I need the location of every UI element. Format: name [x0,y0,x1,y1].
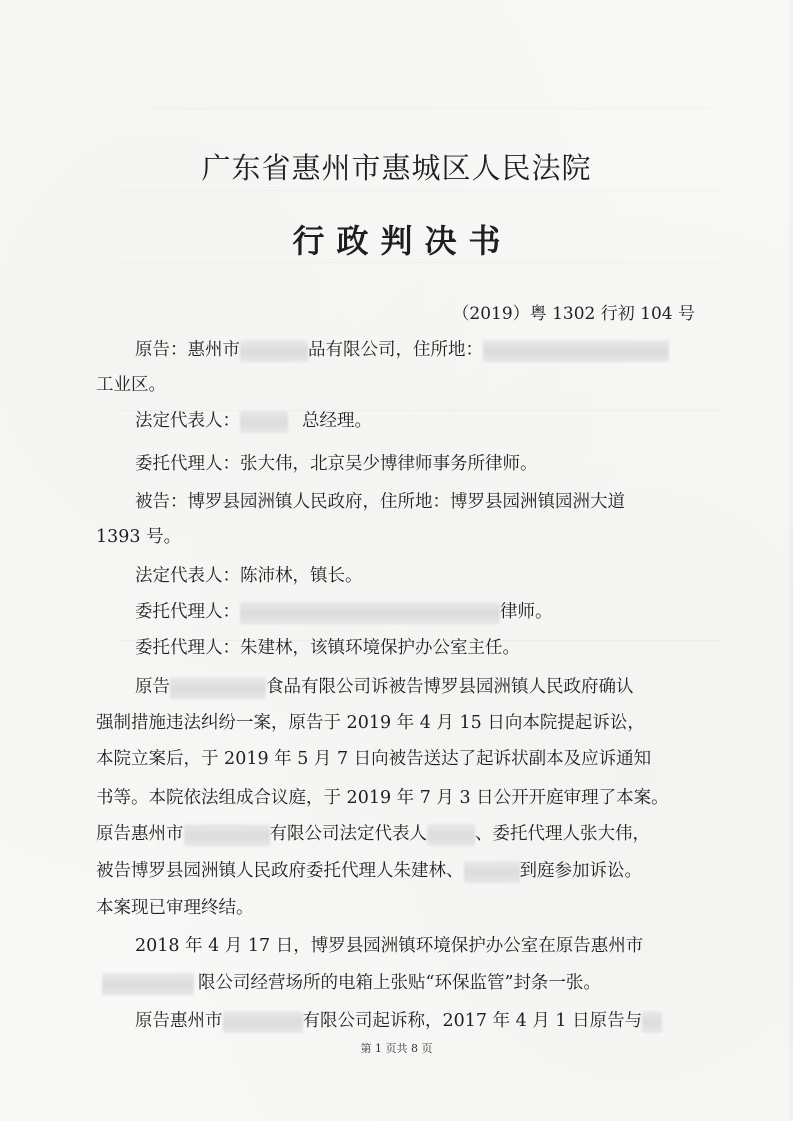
text-span: 原告惠州市 [96,824,184,844]
text-span: 原告 [135,677,170,697]
defendant-agent-1 [135,599,698,625]
redaction [427,824,475,846]
paragraph-1-line: 书等。本院依法组成合议庭，于 2019 年 7 月 3 日公开开庭审理了本案。 [96,788,669,808]
show-through-line [120,262,720,263]
plaintiff-text: 品有限公司，住所地： [308,340,483,360]
paragraph-3-line [135,1008,698,1034]
defendant-agent-2: 委托代理人：朱建林，该镇环境保护办公室主任。 [135,638,520,658]
text-span: 被告博罗县园洲镇人民政府委托代理人朱建林、 [96,861,464,881]
redaction [240,411,288,433]
plaintiff-agent: 委托代理人：张大伟，北京吴少博律师事务所律师。 [135,454,538,474]
document-type-title: 行政判决书 [292,222,513,260]
defendant-agent-title: 律师。 [500,602,553,622]
defendant-agent-label: 委托代理人： [135,602,240,622]
text-span: 有限公司起诉称，2017 年 4 月 1 日原告与 [302,1011,643,1031]
paragraph-2-line: 2018 年 4 月 17 日，博罗县园洲镇环境保护办公室在原告惠州市 [135,936,644,956]
text-span: 食品有限公司诉被告博罗县园洲镇人民政府确认 [266,677,634,697]
redaction [483,340,669,362]
paragraph-1-line [96,821,698,847]
defendant-representative: 法定代表人：陈沛林，镇长。 [135,566,363,586]
defendant-line: 被告：博罗县园洲镇人民政府，住所地：博罗县园洲镇园洲大道 [135,492,625,512]
paragraph-1-line: 强制措施违法纠纷一案，原告于 2019 年 4 月 15 日向本院提起诉讼， [96,713,645,733]
redaction [223,1011,303,1033]
plaintiff-rep-title: 总经理。 [302,411,372,431]
text-span: 到庭参加诉讼。 [519,861,642,881]
page-indicator: 第 1 页共 8 页 [360,1042,433,1055]
show-through-line [150,108,710,109]
redaction [464,861,520,883]
redaction [170,677,266,699]
plaintiff-rep-label: 法定代表人： [135,411,240,431]
paragraph-2-line [96,970,698,996]
plaintiff-line [135,337,698,363]
text-span: 限公司经营场所的电箱上张贴“环保监管”封条一张。 [198,973,601,993]
scan-edge-shadow [787,0,793,1121]
defendant-address-end: 1393 号。 [96,527,182,547]
paragraph-1-line: 本案现已审理终结。 [96,898,254,918]
show-through-line [120,190,720,191]
text-span: 原告惠州市 [135,1011,223,1031]
paragraph-1-line [135,674,698,700]
plaintiff-address-end: 工业区。 [96,375,166,395]
text-span: 有限公司法定代表人 [269,824,427,844]
redaction [240,340,308,362]
court-name: 广东省惠州市惠城区人民法院 [201,151,592,185]
paragraph-1-line: 本院立案后，于 2019 年 5 月 7 日向被告送达了起诉状副本及应诉通知 [96,749,652,769]
plaintiff-representative-line [135,408,698,434]
plaintiff-label: 原告：惠州市 [135,340,240,360]
text-span: 、委托代理人张大伟， [475,824,650,844]
redaction [102,973,194,995]
redaction [184,824,270,846]
redaction [240,602,500,624]
redaction [642,1011,662,1033]
paragraph-1-line [96,858,698,884]
case-number: （2019）粤 1302 行初 104 号 [452,304,695,324]
